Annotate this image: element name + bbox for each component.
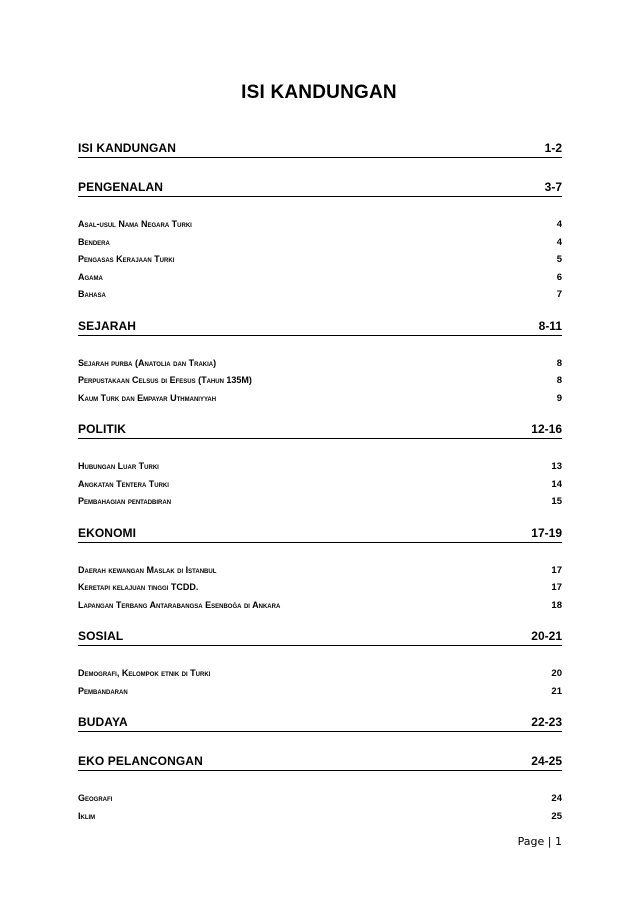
toc-section-pages: 20-21 (531, 629, 562, 643)
toc-entry[interactable] (78, 286, 562, 304)
toc-entry-label: Pembahagian pentadbiran (78, 496, 172, 506)
toc-entry-page: 4 (556, 236, 562, 248)
toc-entry-page: 7 (556, 289, 562, 300)
toc-entry-label: Demografi, Kelompok etnik di Turki (78, 668, 211, 678)
toc-section-title: EKONOMI (78, 525, 137, 540)
toc-entry-label: Pembandaran (78, 685, 128, 696)
toc-section (78, 628, 562, 714)
toc-entry[interactable] (78, 683, 562, 701)
toc-section-title: SOSIAL (78, 629, 124, 643)
toc-section-pages: 1-2 (544, 141, 562, 155)
toc-entry-page: 8 (556, 357, 562, 369)
toc-entry[interactable] (78, 790, 562, 808)
table-of-contents (78, 140, 562, 839)
toc-entry-label: Keretapi kelajuan tinggi TCDD. (78, 582, 199, 592)
toc-entry-label: Angkatan Tentera Turki (78, 478, 169, 489)
toc-section (78, 753, 562, 839)
toc-entry-page: 5 (556, 254, 562, 265)
toc-section-pages: 24-25 (531, 754, 562, 768)
toc-section-heading[interactable] (78, 753, 562, 771)
toc-section (78, 421, 562, 525)
toc-entry-label: Lapangan Terbang Antarabangsa Esenboğa di Ankara (78, 599, 281, 610)
toc-entry-page: 6 (556, 271, 562, 283)
toc-section-heading[interactable] (78, 714, 562, 732)
toc-entry-page: 8 (556, 375, 562, 386)
toc-entry[interactable] (78, 216, 562, 234)
toc-section-title: ISI KANDUNGAN (78, 141, 176, 155)
toc-entry-page: 25 (551, 810, 562, 822)
toc-entry[interactable] (78, 579, 562, 597)
toc-entry-page: 15 (551, 496, 562, 507)
toc-section-heading[interactable] (78, 318, 562, 336)
toc-section-pages: 22-23 (531, 715, 562, 729)
toc-section-heading[interactable] (78, 179, 562, 197)
toc-entry[interactable] (78, 476, 562, 494)
toc-entry-page: 18 (551, 599, 562, 611)
toc-entry[interactable] (78, 493, 562, 511)
toc-entry[interactable] (78, 355, 562, 373)
toc-section-heading[interactable] (78, 525, 562, 543)
toc-entry-page: 14 (551, 478, 562, 490)
toc-entry[interactable] (78, 372, 562, 390)
toc-entry[interactable] (78, 269, 562, 287)
toc-entry-page: 9 (556, 392, 562, 404)
toc-section (78, 140, 562, 179)
toc-entry-label: Geografi (78, 793, 113, 803)
toc-section (78, 525, 562, 629)
toc-entry-label: Daerah kewangan Maslak di Istanbul (78, 564, 217, 575)
toc-entry[interactable] (78, 234, 562, 252)
toc-entry-page: 17 (551, 564, 562, 576)
toc-entry[interactable] (78, 562, 562, 580)
toc-entry-label: Bahasa (78, 289, 106, 299)
toc-entry-label: Bendera (78, 236, 110, 247)
toc-section-title: EKO PELANCONGAN (78, 754, 203, 768)
toc-section-pages: 3-7 (544, 180, 562, 194)
toc-entry-page: 24 (551, 793, 562, 804)
page-number: Page | 1 (517, 835, 562, 848)
toc-entry-label: Asal-usul Nama Negara Turki (78, 219, 192, 229)
toc-section-pages: 8-11 (538, 318, 562, 333)
toc-section-title: POLITIK (78, 422, 127, 436)
page-title: ISI KANDUNGAN (241, 82, 397, 103)
toc-entry-label: Kaum Turk dan Empayar Uthmaniyyah (78, 392, 217, 403)
toc-entry-page: 13 (551, 461, 562, 472)
toc-entry-label: Iklim (78, 810, 96, 821)
toc-entry-label: Perpustakaan Celsus di Efesus (Tahun 135M) (78, 375, 252, 385)
toc-entry-label: Agama (78, 271, 103, 282)
toc-section (78, 179, 562, 318)
toc-entry-label: Sejarah purba (Anatolia dan Trakia) (78, 357, 217, 368)
toc-entry[interactable] (78, 458, 562, 476)
toc-entry-page: 4 (556, 219, 562, 230)
toc-entry[interactable] (78, 808, 562, 826)
toc-entry[interactable] (78, 251, 562, 269)
toc-section (78, 714, 562, 753)
toc-section-title: BUDAYA (78, 715, 128, 729)
toc-entry-page: 21 (551, 685, 562, 697)
toc-entry[interactable] (78, 597, 562, 615)
toc-section-pages: 12-16 (531, 422, 562, 436)
toc-section-title: PENGENALAN (78, 180, 164, 194)
toc-section (78, 318, 562, 422)
toc-entry-label: Hubungan Luar Turki (78, 461, 159, 471)
toc-entry[interactable] (78, 665, 562, 683)
toc-section-heading[interactable] (78, 421, 562, 439)
toc-entry[interactable] (78, 390, 562, 408)
toc-entry-label: Pengasas Kerajaan Turki (78, 254, 175, 264)
toc-entry-page: 20 (551, 668, 562, 679)
toc-section-title: SEJARAH (78, 318, 137, 333)
toc-section-heading[interactable] (78, 140, 562, 158)
toc-entry-page: 17 (551, 582, 562, 593)
toc-section-pages: 17-19 (531, 525, 562, 540)
toc-section-heading[interactable] (78, 628, 562, 646)
